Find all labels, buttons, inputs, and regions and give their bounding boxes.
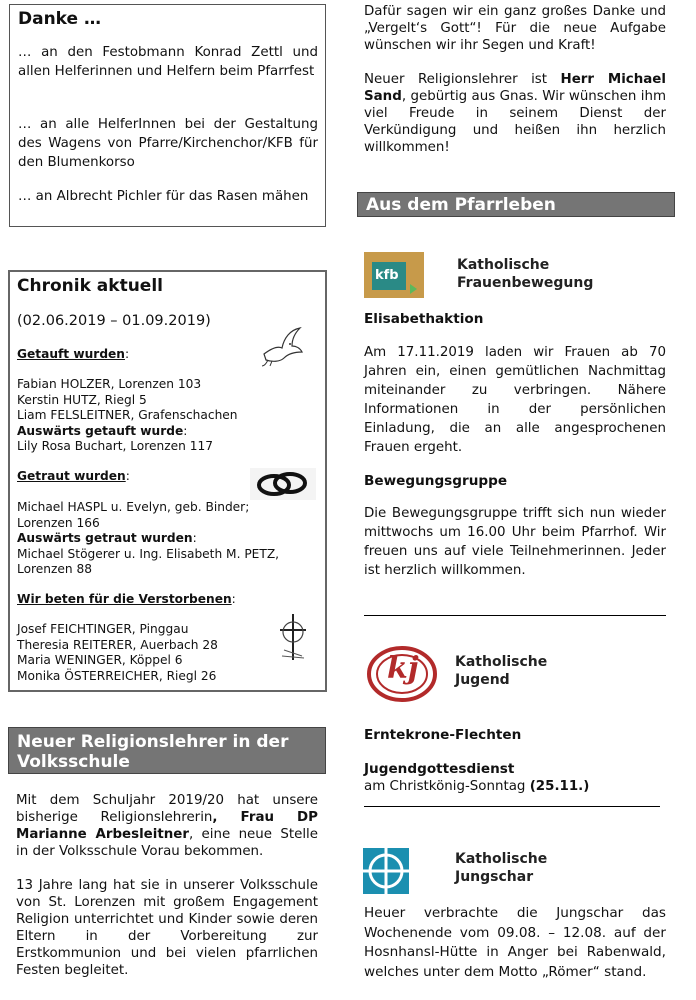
- play-icon: [410, 284, 417, 294]
- jungschar-text: Heuer verbrachte die Jungschar das Wochenende vom 09.08. – 12.08. auf der Hosnhansl-Hütte in Anger bei Rabenwald, welches unter dem Motto „Römer“ stand.: [364, 905, 666, 980]
- religionslehrer-p3: Dafür sagen wir ein ganz großes Danke und „Vergelt‘s Gott“! Für die neue Aufgabe wünschen wir ihr Segen und Kraft!: [364, 4, 666, 53]
- kfb-bewegungsgruppe-heading: Bewegungsgruppe: [364, 473, 508, 489]
- religionslehrer-p1: Mit dem Schuljahr 2019/20 hat unsere bisherige Religionslehrerin, Frau DP Marianne Arbesleitner, eine neue Stelle in der Volksschule Vorau bekommen.: [16, 793, 319, 859]
- jungschar-logo: [363, 848, 409, 894]
- divider: [364, 806, 660, 807]
- kj-erntekrone-heading: Erntekrone-Flechten: [364, 727, 522, 743]
- auswaerts-getauft-heading: Auswärts getauft wurde:: [17, 423, 188, 438]
- dove-icon: [258, 324, 306, 368]
- jungschar-name: Katholische Jungschar: [455, 851, 548, 885]
- kfb-bewegungsgruppe-text: Die Bewegungsgruppe trifft sich nun wieder mittwochs um 16.00 Uhr beim Pfarrhof. Wir freuen uns auf viele Teilnehmerinnen. Jeder ist herzlich willkommen.: [364, 506, 666, 578]
- danke-item-2: … an alle HelferInnen bei der Gestaltung des Wagens von Pfarre/Kirchenchor/KFB für den Blumenkorso: [18, 117, 318, 170]
- getauft-item: Liam FELSLEITNER, Grafenschachen: [17, 408, 238, 422]
- religionslehrer-title-line1: Neuer Religionslehrer in der: [17, 732, 289, 752]
- kfb-elisabethaktion-text: Am 17.11.2019 laden wir Frauen ab 70 Jahren ein, einen gemütlichen Nachmittag miteinander zu verbringen. Nähere Informationen in der persönlichen Einladung, die an alle angesprochenen Frauen ergeht.: [364, 345, 666, 455]
- kfb-logo-text: kfb: [375, 268, 399, 283]
- danke-item-3: … an Albrecht Pichler für das Rasen mähen: [18, 189, 309, 204]
- religionslehrer-p4: Neuer Religionslehrer ist Herr Michael Sand, gebürtig aus Gnas. Wir wünschen ihm viel Freude in seinem Dienst der Verkündigung und heißen ihn herzlich willkommen!: [364, 72, 666, 155]
- getraut-item: Lorenzen 166: [17, 515, 100, 530]
- verstorben-list: [17, 622, 218, 684]
- religionslehrer-banner: [8, 727, 326, 774]
- kfb-logo: [364, 252, 424, 298]
- getraut-item: Michael HASPL u. Evelyn, geb. Binder;: [17, 500, 250, 514]
- getraut-list: [17, 500, 317, 578]
- auswaerts-getraut-item: Michael Stögerer u. Ing. Elisabeth M. PETZ,: [17, 546, 280, 561]
- verstorben-item: Josef FEICHTINGER, Pinggau: [17, 622, 189, 636]
- danke-item-1: … an den Festobmann Konrad Zettl und allen Helferinnen und Helfern beim Pfarrfest: [18, 45, 318, 79]
- rings-icon: [250, 468, 316, 500]
- verstorben-heading: Wir beten für die Verstorbenen:: [17, 592, 236, 606]
- kj-jugendgottesdienst-heading: Jugendgottesdienst: [364, 761, 515, 777]
- religionslehrer-p2: 13 Jahre lang hat sie in unserer Volksschule von St. Lorenzen mit großem Engagement Religion unterrichtet und Kinder sowie deren Eltern in der Vorbereitung zur Erstkommunion und bei vielen pfarrlichen Festen begleitet.: [16, 878, 318, 978]
- religionslehrer-title-line2: Volksschule: [17, 752, 130, 772]
- getraut-heading: Getraut wurden:: [17, 469, 130, 483]
- chronik-title: Chronik aktuell: [17, 276, 163, 296]
- auswaerts-getraut-heading: Auswärts getraut wurden:: [17, 531, 197, 545]
- auswaerts-getauft-item: Lily Rosa Buchart, Lorenzen 117: [17, 439, 213, 453]
- pfarrleben-title: Aus dem Pfarrleben: [366, 195, 556, 215]
- getauft-item: Kerstin HUTZ, Riegl 5: [17, 392, 147, 407]
- getauft-list: [17, 377, 238, 455]
- danke-box: [9, 4, 326, 227]
- divider: [364, 615, 666, 616]
- chronik-box: [8, 270, 327, 692]
- auswaerts-getraut-item: Lorenzen 88: [17, 562, 92, 576]
- kfb-name: Katholische Frauenbewegung: [457, 257, 594, 291]
- chronik-period: (02.06.2019 – 01.09.2019): [17, 313, 211, 329]
- getauft-item: Fabian HOLZER, Lorenzen 103: [17, 377, 202, 391]
- danke-title: Danke …: [18, 9, 101, 29]
- verstorben-item: Monika ÖSTERREICHER, Riegl 26: [17, 668, 217, 683]
- pfarrleben-banner: [357, 192, 675, 217]
- kj-jugendgottesdienst-text: am Christkönig-Sonntag (25.11.): [364, 779, 590, 794]
- kj-name: Katholische Jugend: [455, 654, 548, 688]
- cross-icon: [272, 612, 314, 662]
- verstorben-item: Maria WENINGER, Köppel 6: [17, 653, 183, 667]
- verstorben-item: Theresia REITERER, Auerbach 28: [17, 637, 218, 652]
- kj-logo-text: kj: [387, 651, 419, 686]
- kfb-elisabethaktion-heading: Elisabethaktion: [364, 311, 484, 327]
- getauft-heading: Getauft wurden:: [17, 347, 130, 361]
